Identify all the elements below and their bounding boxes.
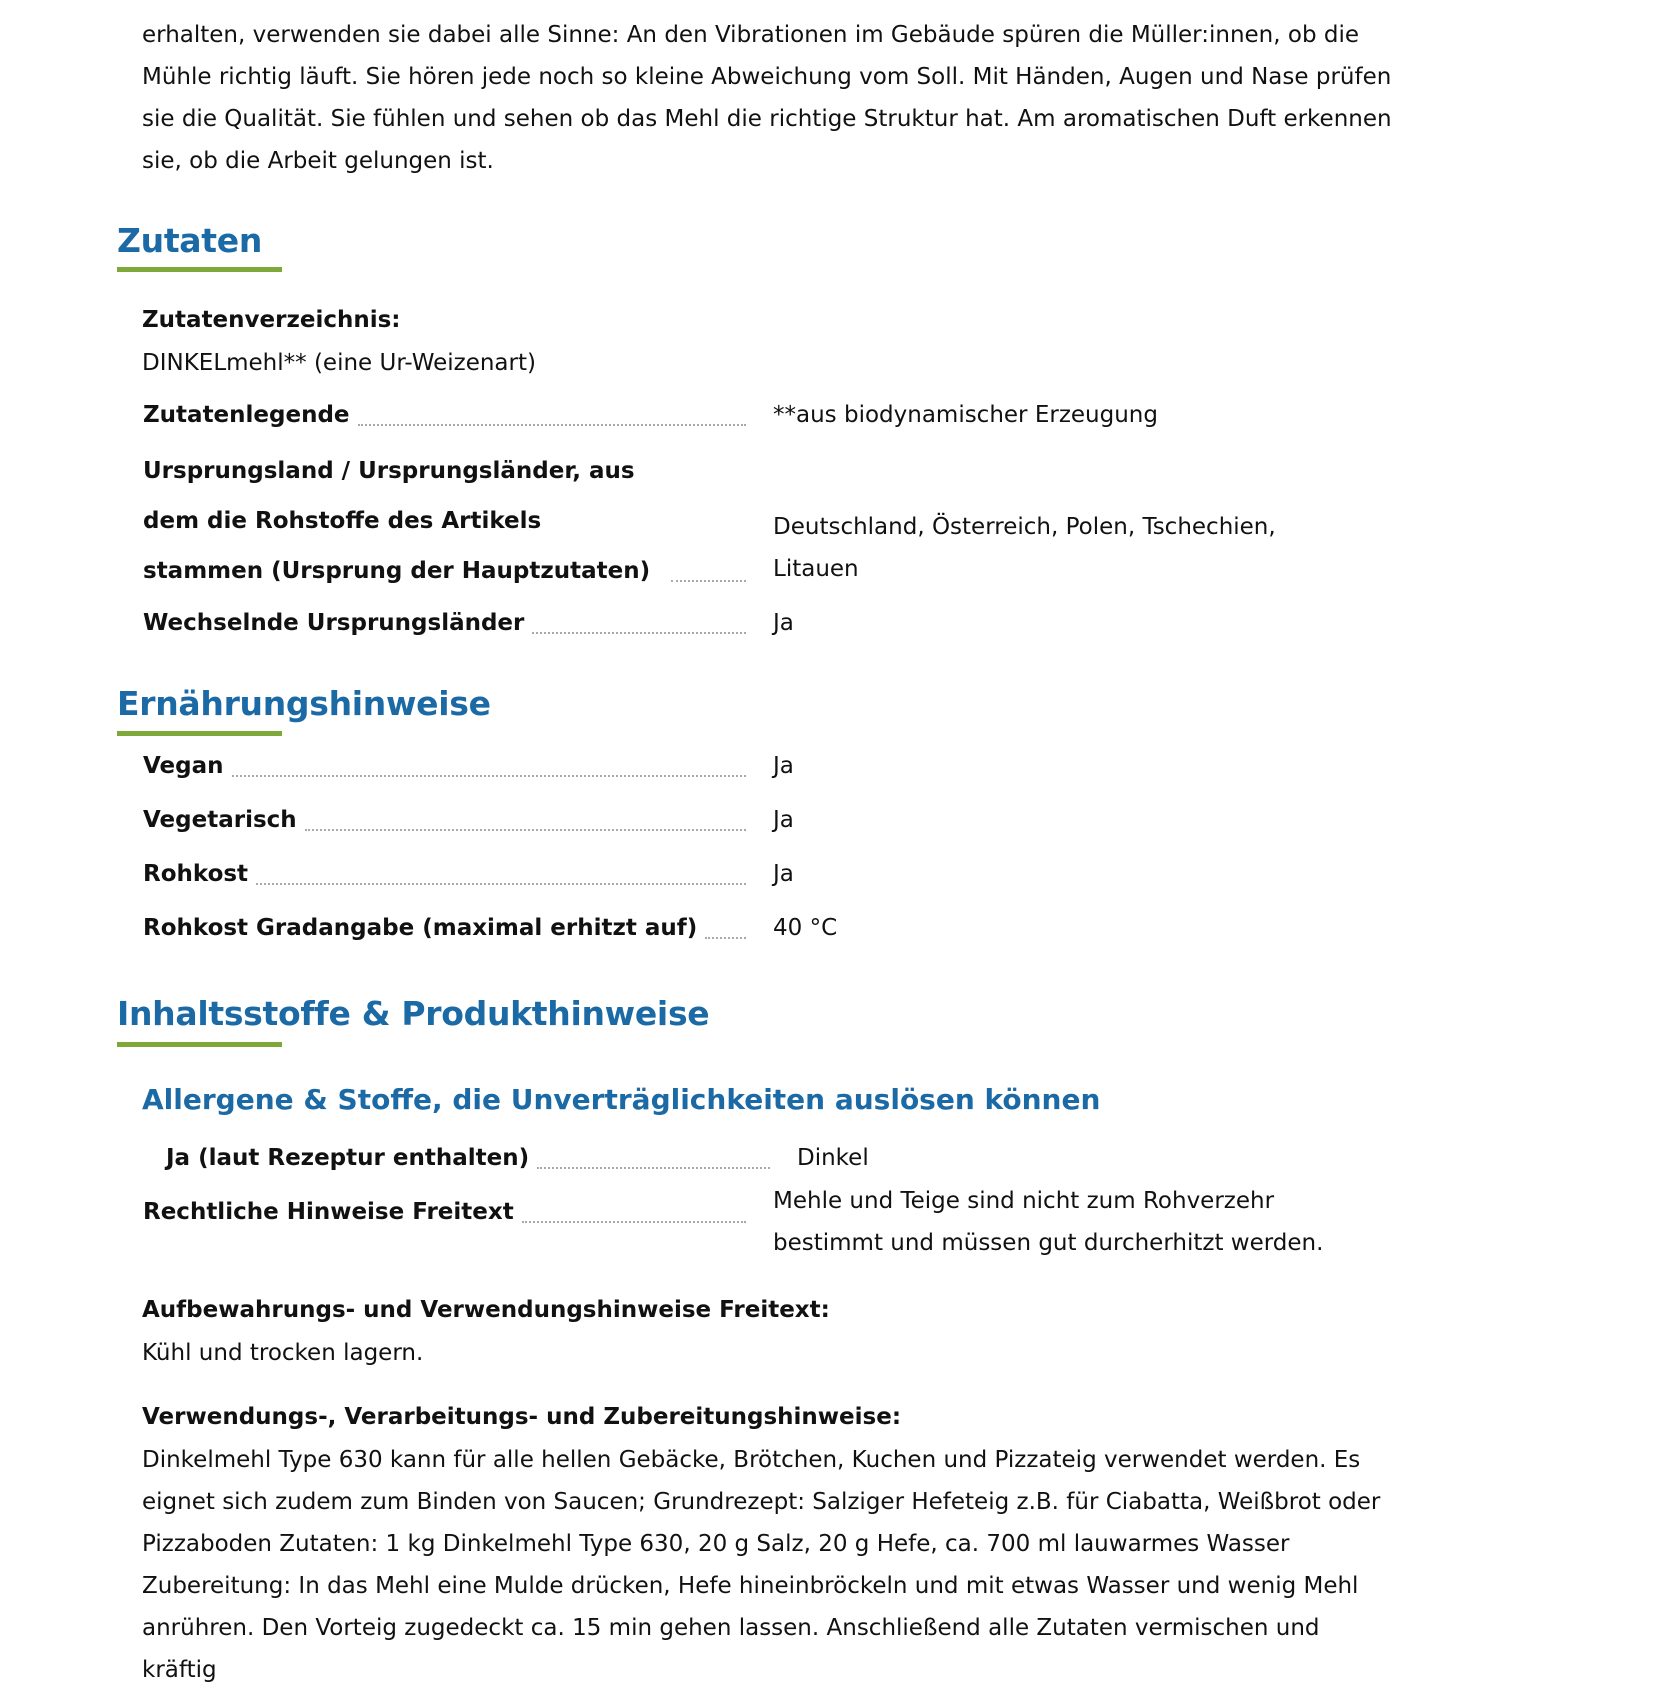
heading-ernaehrungshinweise: Ernährungshinweise <box>117 684 491 723</box>
row-value-rohkost: Ja <box>773 861 794 887</box>
intro-paragraph: erhalten, verwenden sie dabei alle Sinne: An den Vibrationen im Gebäude spüren die Müller:innen, ob die Mühle richtig läuft. Sie hören jede noch so kleine Abweichung vom Soll. Mit Händen, Augen und Nase prüfen sie die Qualität. Sie fühlen und sehen ob das Mehl die richtige Struktur hat. Am aromatischen Duft erkennen sie, ob die Arbeit gelungen ist. <box>142 22 1392 174</box>
row-value-rechtliche-hinweise: Mehle und Teige sind nicht zum Rohverzehr bestimmt und müssen gut durcherhitzt werden. <box>773 1188 1324 1256</box>
subheading-allergene: Allergene & Stoffe, die Unverträglichkeiten auslösen können <box>142 1083 1101 1116</box>
heading-inhaltsstoffe: Inhaltsstoffe & Produkthinweise <box>117 994 710 1033</box>
row-label-wechselnde-ursprungslaender: Wechselnde Ursprungsländer <box>143 598 746 648</box>
zutatenverzeichnis-value: DINKELmehl** (eine Ur-Weizenart) <box>142 350 536 376</box>
aufbewahrung-value: Kühl und trocken lagern. <box>142 1340 424 1366</box>
heading-zutaten: Zutaten <box>117 221 263 260</box>
verwendung-value: Dinkelmehl Type 630 kann für alle hellen Gebäcke, Brötchen, Kuchen und Pizzateig verwendet werden. Es eignet sich zudem zum Binden von Saucen; Grundrezept: Salziger Hefeteig z.B. für Ciabatta, Weißbrot oder Pizzaboden Zutaten: 1 kg Dinkelmehl Type 630, 20 g Salz, 20 g Hefe, ca. 700 ml lauwarmes Wasser Zubereitung: In das Mehl eine Mulde drücken, Hefe hineinbröckeln und mit etwas Wasser und wenig Mehl anrühren. Den Vorteig zugedeckt ca. 15 min gehen lassen. Anschließend alle Zutaten vermischen und kräftig <box>142 1447 1381 1683</box>
row-value-rohkost-gradangabe: 40 °C <box>773 915 838 941</box>
zutatenverzeichnis-label: Zutatenverzeichnis: <box>142 307 401 333</box>
aufbewahrung-label: Aufbewahrungs- und Verwendungshinweise Freitext: <box>142 1297 830 1323</box>
row-value-zutatenlegende: **aus biodynamischer Erzeugung <box>773 402 1158 428</box>
row-label-ursprungsland: Ursprungsland / Ursprungsländer, aus dem die Rohstoffe des Artikels stammen (Ursprung der Hauptzutaten) <box>143 446 746 596</box>
heading-underline <box>117 267 282 272</box>
row-value-vegetarisch: Ja <box>773 807 794 833</box>
row-label-rohkost: Rohkost <box>143 849 746 899</box>
row-label-zutatenlegende: Zutatenlegende <box>143 390 746 440</box>
row-value-wechselnde-ursprungslaender: Ja <box>773 610 794 636</box>
row-value-vegan: Ja <box>773 753 794 779</box>
row-label-rohkost-gradangabe: Rohkost Gradangabe (maximal erhitzt auf) <box>143 903 746 953</box>
heading-underline <box>117 731 282 736</box>
verwendung-label: Verwendungs-, Verarbeitungs- und Zubereitungshinweise: <box>142 1404 902 1430</box>
row-value-allergene-enthalten: Dinkel <box>797 1145 869 1171</box>
row-label-allergene-enthalten: Ja (laut Rezeptur enthalten) <box>166 1133 770 1183</box>
row-value-ursprungsland: Deutschland, Österreich, Polen, Tschechien, Litauen <box>773 514 1276 582</box>
row-label-vegetarisch: Vegetarisch <box>143 795 746 845</box>
heading-underline <box>117 1042 282 1047</box>
row-label-rechtliche-hinweise: Rechtliche Hinweise Freitext <box>143 1187 746 1237</box>
row-label-vegan: Vegan <box>143 741 746 791</box>
